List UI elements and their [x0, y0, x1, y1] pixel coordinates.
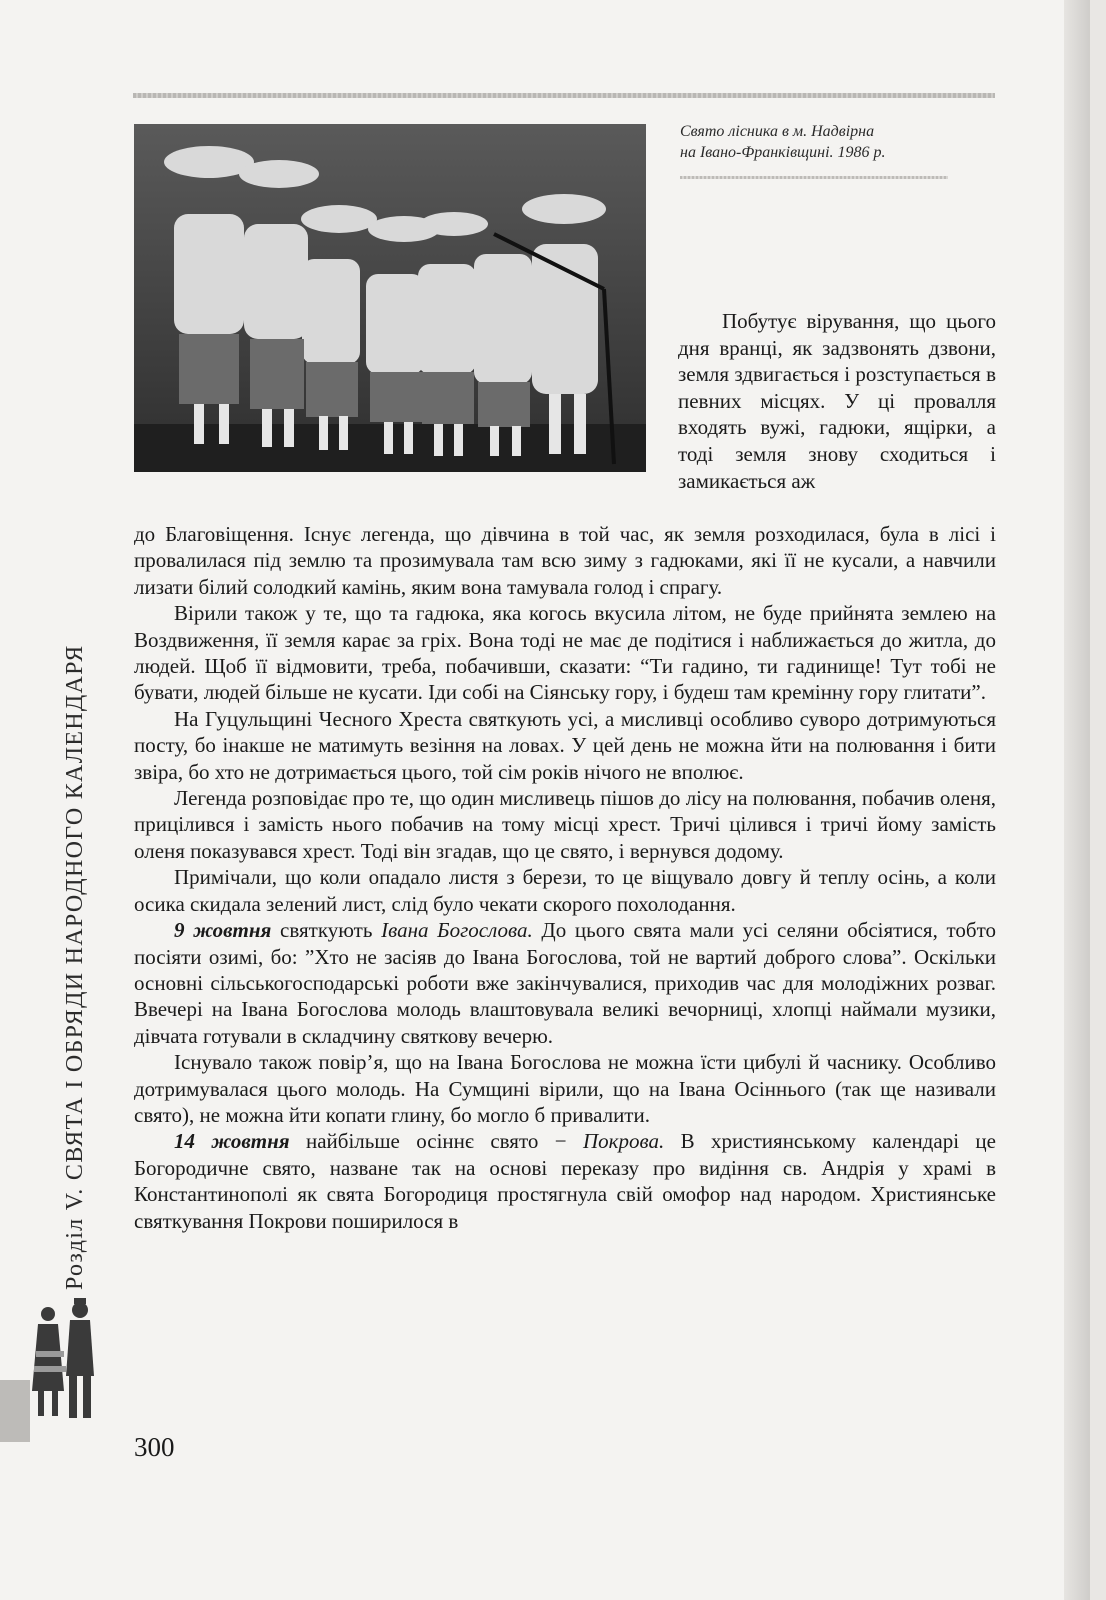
top-rule	[133, 93, 995, 98]
caption-line-2: на Івано-Франківщині. 1986 р.	[680, 144, 886, 161]
feast-name: Івана Богослова.	[381, 918, 533, 943]
paragraph: Легенда розповідає про те, що один мисливець пішов до лісу на полювання, побачив оленя, прицілився і замість нього побачив на тому місці хрест. Тричі цілився і тричі йому замість оленя показувався хрест. Тоді він згадав, що це свято, і вернувся додому.	[134, 786, 996, 863]
date-highlight: 14 жовтня	[174, 1129, 290, 1154]
paragraph: Примічали, що коли опадало листя з берези, то це віщувало довгу й теплу осінь, а коли осика скидала зелений лист, слід було чекати скорого похолодання.	[134, 865, 996, 916]
inline-text: В християнському календарі це Богородичне свято, назване так на основі переказу про видіння св. Андрія у храмі в Константинополі як свята Богородиця простягнула свій омофор над народом. Християнське святкування Покрови поширилося в	[134, 1129, 996, 1233]
paragraph: На Гуцульщині Чесного Хреста святкують усі, а мисливці особливо суворо дотримуються посту, бо інакше не матимуть везіння на ловах. У цей день не можна йти на полювання і бити звіра, бо хто не дотримається цього, той сім років нічого не вполює.	[134, 706, 996, 784]
caption-rule	[680, 176, 948, 179]
paragraph-pokrova	[134, 1128, 996, 1234]
inline-text: святкують	[271, 918, 382, 943]
date-highlight: 9 жовтня	[174, 918, 272, 943]
paragraph: Вірили також у те, що та гадюка, яка когось вкусила літом, не буде прийнята землею на Воздвиження, її земля карає за гріх. Вона тоді не має де подітися і наближається до житла, до людей. Щоб її відмовити, треба, побачивши, сказати: “Ти гадино, ти гадинище! Тут тобі не бувати, людей більше не кусати. Іди собі на Сіянську гору, і будеш там кремінну гору глитати”.	[134, 601, 996, 705]
inline-text: найбільше осіннє свято −	[289, 1129, 584, 1154]
photo-caption	[680, 121, 980, 163]
main-text	[134, 521, 996, 1234]
paragraph: до Благовіщення. Існує легенда, що дівчина в той час, як земля розходилася, була в лісі і провалилася під землю та прозимувала там всю зиму з гадюками, які її не кусали, а навчили лизати білий солодкий камінь, яким вона тамувала голод і спрагу.	[134, 522, 996, 599]
paragraph-ivan-bohoslov	[134, 917, 996, 1049]
paragraph: Існувало також повір’я, що на Івана Богослова не можна їсти цибулі й часнику. Особливо дотримувалася цього молодь. На Сумщині вірили, що на Івана Осіннього (так ще називали свято), не можна йти копати глину, бо могло б привалити.	[134, 1050, 996, 1127]
caption-line-1: Свято лісника в м. Надвірна	[680, 123, 875, 140]
festival-photo	[134, 124, 646, 472]
paragraph-beside-photo: Побутує вірування, що цього дня вранці, як задзвонять дзвони, земля здвигається і розступається в певних місцях. У ці провалля входять вужі, гадюки, ящірки, а тоді земля знову сходиться і замикається аж	[678, 309, 996, 493]
chapter-sidebar-title: Розділ V. СВЯТА І ОБРЯДИ НАРОДНОГО КАЛЕНДАРЯ	[62, 644, 88, 1290]
children-choir-illustration	[134, 124, 646, 472]
folk-figures-icon	[24, 1296, 104, 1426]
page-number: 300	[134, 1432, 175, 1462]
feast-name: Покрова.	[583, 1129, 665, 1154]
inline-text: До цього свята мали усі селяни обсіятися, тобто посіяти озимі, бо: ”Хто не засіяв до Івана Богослова, той не вартий доброго слова”. Оскільки основні сільськогосподарські роботи вже закінчувалися, приходив час для молодіжних розваг. Ввечері на Івана Богослова молодь влаштовувала великі вечорниці, хлопці наймали музики, дівчата готували в складчину святкову вечерю.	[134, 918, 996, 1048]
page-edge-shadow	[1064, 0, 1090, 1600]
